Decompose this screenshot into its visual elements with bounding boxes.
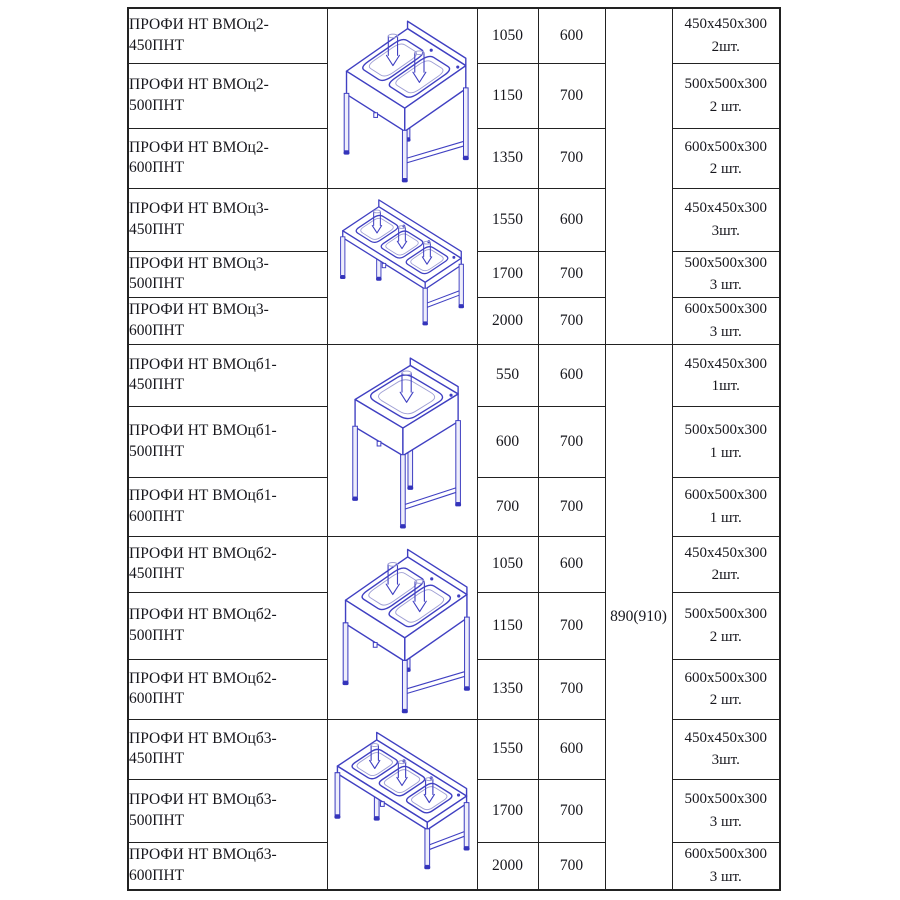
bowl-count: 3 шт. <box>709 813 742 830</box>
product-name-cell <box>128 592 327 659</box>
product-name-line2: 450ПНТ <box>129 565 185 582</box>
length-cell: 1150 <box>477 592 538 659</box>
length-cell: 2000 <box>477 842 538 890</box>
product-name-line2: 600ПНТ <box>129 159 185 176</box>
bowl-count: 2шт. <box>711 38 740 55</box>
depth-cell: 700 <box>538 659 605 719</box>
product-name-line1: ПРОФИ НТ ВМОцб3- <box>129 791 277 809</box>
bowl-count: 2шт. <box>711 567 740 583</box>
product-spec-table <box>127 7 781 891</box>
length-cell: 1550 <box>477 188 538 251</box>
bowl-count: 3 шт. <box>709 323 742 340</box>
product-name-line1: ПРОФИ НТ ВМОц2- <box>129 16 269 34</box>
bowl-dimensions-cell <box>672 477 780 536</box>
bowl-size: 500x500x300 <box>684 254 767 271</box>
length-cell: 600 <box>477 406 538 477</box>
product-name-line2: 600ПНТ <box>129 690 185 707</box>
product-name-line1: ПРОФИ НТ ВМОцб1- <box>129 422 277 440</box>
bowl-dimensions-cell <box>672 592 780 659</box>
bowl-dimensions-cell <box>672 659 780 719</box>
product-name-line1: ПРОФИ НТ ВМОцб1- <box>129 355 277 373</box>
sink-drawing-cell <box>327 719 477 890</box>
table-row <box>128 188 780 251</box>
sink-drawing-cell <box>327 536 477 719</box>
length-cell: 1150 <box>477 63 538 128</box>
product-name-line2: 450ПНТ <box>129 36 185 54</box>
depth-cell: 600 <box>538 8 605 63</box>
product-name-line1: ПРОФИ НТ ВМОцб2- <box>129 606 277 624</box>
product-name-line2: 450ПНТ <box>129 750 185 767</box>
product-name-cell <box>128 344 327 406</box>
product-name-line1: ПРОФИ НТ ВМОцб3- <box>129 846 277 864</box>
depth-cell: 700 <box>538 63 605 128</box>
length-cell: 550 <box>477 344 538 406</box>
product-name-cell <box>128 779 327 842</box>
bowl-dimensions-cell <box>672 128 780 188</box>
product-name-line2: 600ПНТ <box>129 507 185 525</box>
product-name-cell <box>128 297 327 344</box>
product-name-line1: ПРОФИ НТ ВМОц2- <box>129 76 269 94</box>
depth-cell: 700 <box>538 779 605 842</box>
length-cell: 1350 <box>477 128 538 188</box>
product-name-cell <box>128 406 327 477</box>
catalog-table-sheet <box>127 7 781 891</box>
bowl-count: 2 шт. <box>709 98 742 115</box>
bowl-count: 2 шт. <box>709 628 742 645</box>
bowl-dimensions-cell <box>672 536 780 592</box>
product-name-line2: 450ПНТ <box>129 376 185 393</box>
bowl-size: 450x450x300 <box>684 355 767 372</box>
bowl-size: 500x500x300 <box>684 76 767 92</box>
bowl-count: 3 шт. <box>709 277 742 293</box>
length-cell: 1050 <box>477 8 538 63</box>
bowl-dimensions-cell <box>672 8 780 63</box>
depth-cell: 600 <box>538 344 605 406</box>
bowl-size: 500x500x300 <box>684 606 767 622</box>
product-name-line1: ПРОФИ НТ ВМОцб3- <box>129 729 277 747</box>
length-cell: 700 <box>477 477 538 536</box>
sink-drawing-cell <box>327 8 477 188</box>
bowl-count: 1 шт. <box>709 509 742 526</box>
product-name-line1: ПРОФИ НТ ВМОц2- <box>129 138 269 156</box>
bowl-dimensions-cell <box>672 188 780 251</box>
bowl-dimensions-cell <box>672 251 780 297</box>
table-row <box>128 719 780 779</box>
product-name-line2: 500ПНТ <box>129 442 185 460</box>
depth-cell: 600 <box>538 719 605 779</box>
product-name-cell <box>128 251 327 297</box>
depth-cell: 700 <box>538 297 605 344</box>
bowl-dimensions-cell <box>672 842 780 890</box>
product-name-cell <box>128 536 327 592</box>
sink-3-bowls-drawing <box>328 723 477 886</box>
bowl-size: 450x450x300 <box>684 200 767 216</box>
product-name-cell <box>128 8 327 63</box>
depth-cell: 600 <box>538 536 605 592</box>
table-row <box>128 344 780 406</box>
bowl-size: 600x500x300 <box>684 846 767 863</box>
product-name-line2: 500ПНТ <box>129 96 185 114</box>
bowl-size: 600x500x300 <box>684 138 767 155</box>
product-name-cell <box>128 477 327 536</box>
bowl-count: 1шт. <box>711 378 740 394</box>
bowl-count: 2 шт. <box>709 692 742 708</box>
overall-height-cell: 890(910) <box>605 344 672 890</box>
depth-cell: 700 <box>538 842 605 890</box>
bowl-count: 3шт. <box>711 752 740 768</box>
product-name-cell <box>128 128 327 188</box>
product-name-cell <box>128 188 327 251</box>
sink-1-bowl-drawing <box>328 348 477 532</box>
product-name-line1: ПРОФИ НТ ВМОцб1- <box>129 487 277 505</box>
product-name-line1: ПРОФИ НТ ВМОцб2- <box>129 544 277 562</box>
length-cell: 1700 <box>477 779 538 842</box>
bowl-size: 500x500x300 <box>684 791 767 807</box>
bowl-size: 450x450x300 <box>684 544 767 561</box>
bowl-dimensions-cell <box>672 779 780 842</box>
bowl-size: 500x500x300 <box>684 422 767 438</box>
product-name-cell <box>128 659 327 719</box>
bowl-dimensions-cell <box>672 406 780 477</box>
bowl-count: 3 шт. <box>709 868 742 885</box>
length-cell: 1550 <box>477 719 538 779</box>
height-column-empty-cell <box>605 8 672 344</box>
product-name-cell <box>128 719 327 779</box>
bowl-size: 450x450x300 <box>684 729 767 746</box>
product-name-cell <box>128 63 327 128</box>
bowl-dimensions-cell <box>672 344 780 406</box>
product-name-line2: 500ПНТ <box>129 275 185 292</box>
depth-cell: 700 <box>538 128 605 188</box>
length-cell: 1350 <box>477 659 538 719</box>
length-cell: 2000 <box>477 297 538 344</box>
depth-cell: 700 <box>538 406 605 477</box>
bowl-dimensions-cell <box>672 63 780 128</box>
product-name-line1: ПРОФИ НТ ВМОц3- <box>129 301 269 319</box>
product-name-line2: 600ПНТ <box>129 321 185 339</box>
product-name-line2: 500ПНТ <box>129 626 185 644</box>
product-name-cell <box>128 842 327 890</box>
product-name-line2: 600ПНТ <box>129 866 185 884</box>
bowl-size: 450x450x300 <box>684 16 767 33</box>
depth-cell: 700 <box>538 251 605 297</box>
sink-drawing-cell <box>327 344 477 536</box>
product-name-line1: ПРОФИ НТ ВМОц3- <box>129 200 269 218</box>
depth-cell: 600 <box>538 188 605 251</box>
sink-drawing-cell <box>327 188 477 344</box>
bowl-dimensions-cell <box>672 719 780 779</box>
bowl-count: 2 шт. <box>709 161 742 177</box>
depth-cell: 700 <box>538 592 605 659</box>
length-cell: 1700 <box>477 251 538 297</box>
depth-cell: 700 <box>538 477 605 536</box>
bowl-size: 600x500x300 <box>684 669 767 686</box>
bowl-size: 600x500x300 <box>684 301 767 317</box>
product-name-line1: ПРОФИ НТ ВМОц3- <box>129 254 269 272</box>
product-name-line1: ПРОФИ НТ ВМОцб2- <box>129 669 277 687</box>
table-row <box>128 8 780 63</box>
sink-2-bowls-drawing <box>328 540 477 715</box>
bowl-dimensions-cell <box>672 297 780 344</box>
length-cell: 1050 <box>477 536 538 592</box>
bowl-count: 3шт. <box>711 222 740 239</box>
sink-3-bowls-drawing <box>328 193 477 339</box>
bowl-size: 600x500x300 <box>684 487 767 503</box>
product-name-line2: 450ПНТ <box>129 220 185 238</box>
table-row <box>128 536 780 592</box>
bowl-count: 1 шт. <box>709 444 742 461</box>
product-name-line2: 500ПНТ <box>129 811 185 829</box>
sink-2-bowls-drawing <box>328 12 477 184</box>
